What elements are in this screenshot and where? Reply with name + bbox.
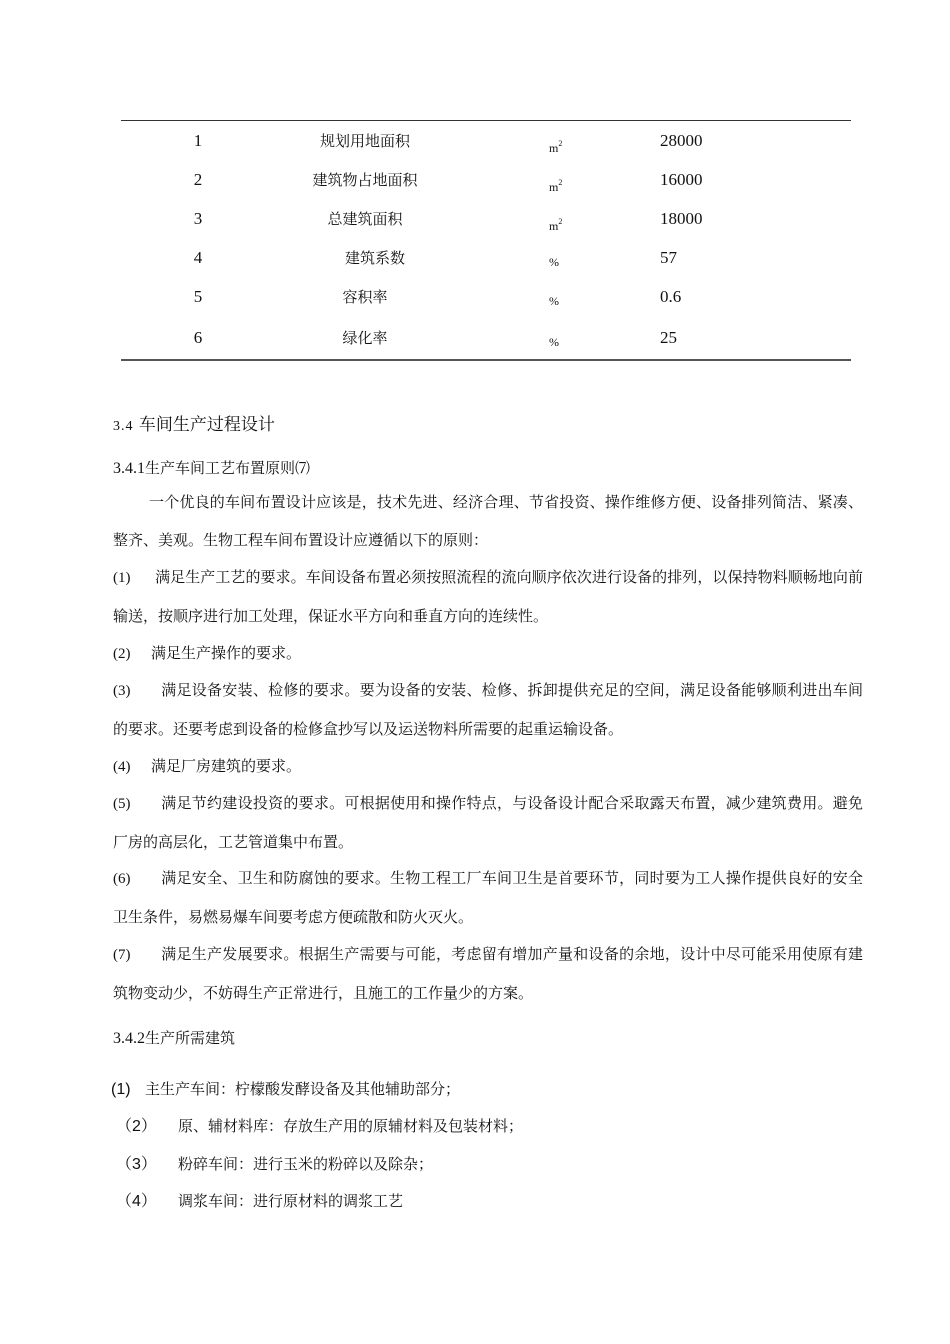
- row-value: 28000: [660, 131, 703, 150]
- row-number: 6: [193, 328, 203, 347]
- row-unit: %: [549, 294, 559, 308]
- principle-item: (5) 满足节约建设投资的要求。可根据使用和操作特点，与设备设计配合采取露天布置，减少建筑费用。避免厂房的高层化，工艺管道集中布置。: [113, 794, 863, 851]
- row-item: 容积率: [342, 288, 388, 306]
- row-item: 建筑物占地面积: [312, 171, 418, 189]
- row-unit: $m^2$: [549, 178, 563, 194]
- principle-item: (1) 满足生产工艺的要求。车间设备布置必须按照流程的流向顺序依次进行设备的排列，以保持物料顺畅地向前输送，按顺序进行加工处理，保证水平方向和垂直方向的连续性。: [113, 568, 863, 625]
- subsection-heading-buildings: 3.4.2生产所需建筑: [113, 1029, 236, 1047]
- subsection-heading-layout: 3.4.1生产车间工艺布置原则⑺: [113, 459, 311, 477]
- row-value: 16000: [660, 170, 703, 189]
- building-item: （4） 调浆车间：进行原材料的调浆工艺: [116, 1192, 404, 1210]
- table-bottom-rule: [121, 359, 851, 361]
- row-unit: %: [549, 255, 559, 269]
- row-item: 绿化率: [342, 329, 388, 347]
- row-number: 3: [193, 209, 203, 228]
- row-number: 5: [193, 287, 203, 306]
- row-number: 2: [193, 170, 203, 189]
- row-value: 25: [660, 328, 677, 347]
- row-value: 57: [660, 248, 677, 267]
- building-item: （3） 粉碎车间：进行玉米的粉碎以及除杂；: [116, 1155, 434, 1173]
- row-item: 建筑系数: [344, 249, 405, 267]
- intro-paragraph: 一个优良的车间布置设计应该是，技术先进、经济合理、节省投资、操作维修方便、设备排列简洁、紧凑、整齐、美观。生物工程车间布置设计应遵循以下的原则：: [113, 493, 863, 549]
- principle-item: (7) 满足生产发展要求。根据生产需要与可能，考虑留有增加产量和设备的余地，设计中尽可能采用使原有建筑物变动少，不妨碍生产正常进行，且施工的工作量少的方案。: [113, 945, 863, 1002]
- building-item: (1) 主生产车间：柠檬酸发酵设备及其他辅助部分；: [111, 1080, 461, 1098]
- row-item: 规划用地面积: [319, 132, 410, 150]
- row-number: 1: [193, 131, 203, 150]
- principle-item: (4) 满足厂房建筑的要求。: [113, 757, 302, 775]
- row-unit: %: [549, 335, 559, 349]
- row-item: 总建筑面积: [327, 210, 403, 228]
- building-item: （2） 原、辅材料库：存放生产用的原辅材料及包装材料；: [116, 1117, 524, 1135]
- row-value: 0.6: [660, 287, 682, 306]
- row-unit: $m^2$: [549, 217, 563, 233]
- row-value: 18000: [660, 209, 703, 228]
- principle-item: (6) 满足安全、卫生和防腐蚀的要求。生物工程工厂车间卫生是首要环节，同时要为工人操作提供良好的安全卫生条件，易燃易爆车间要考虑方便疏散和防火灭火。: [113, 869, 863, 926]
- row-number: 4: [193, 248, 203, 267]
- section-heading: 3.4 车间生产过程设计: [113, 415, 275, 435]
- principle-item: (3) 满足设备安装、检修的要求。要为设备的安装、检修、拆卸提供充足的空间，满足设备能够顺利进出车间的要求。还要考虑到设备的检修盒抄写以及运送物料所需要的起重运输设备。: [113, 681, 863, 738]
- row-unit: $m^2$: [549, 139, 563, 155]
- table-top-rule: [121, 120, 851, 121]
- principle-item: (2) 满足生产操作的要求。: [113, 644, 302, 662]
